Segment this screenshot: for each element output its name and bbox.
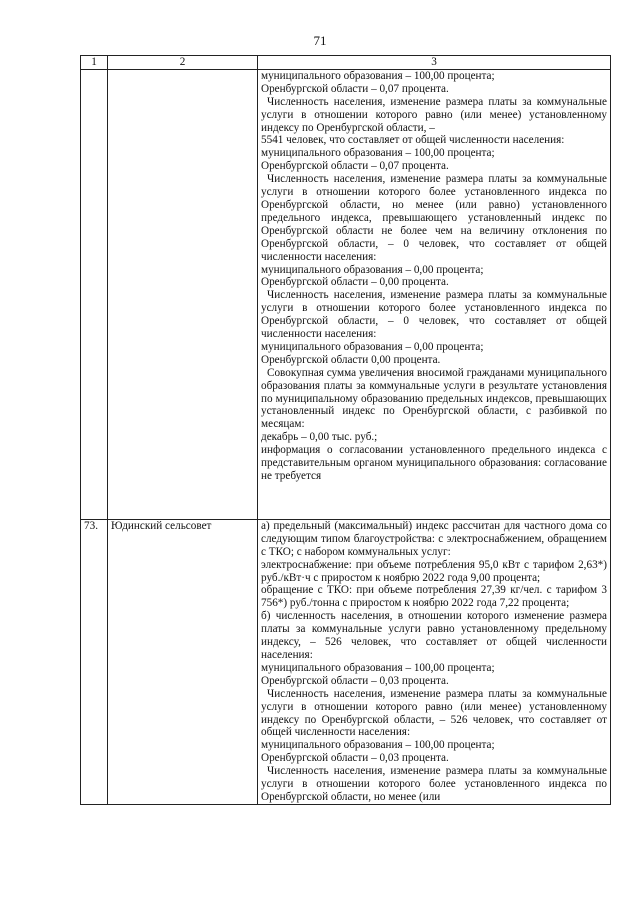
municipality-name-cell: Юдинский сельсовет bbox=[108, 519, 258, 804]
paragraph: Оренбургской области – 0,07 процента. bbox=[261, 160, 449, 173]
paragraph: Численность населения, изменение размера платы за коммунальные услуги в отношении которого равно (или менее) установленному индексу по Оренбургской области, – 526 человек, что составляет от общей численности населения: bbox=[261, 687, 607, 739]
header-cell-1: 1 bbox=[81, 56, 108, 70]
table-row bbox=[81, 519, 611, 804]
paragraph: Оренбургской области – 0,07 процента. bbox=[261, 82, 449, 95]
details-cell bbox=[258, 519, 611, 804]
municipality-name-cell bbox=[108, 69, 258, 519]
paragraph: декабрь – 0,00 тыс. руб.; bbox=[261, 431, 378, 444]
paragraph: муниципального образования – 100,00 процента; bbox=[261, 147, 495, 160]
paragraph: электроснабжение: при объеме потребления 95,0 кВт с тарифом 2,63*) руб./кВт·ч с приростом к ноябрю 2022 года 9,00 процента; bbox=[261, 558, 607, 584]
paragraph: муниципального образования – 100,00 процента; bbox=[261, 69, 495, 82]
paragraph: Оренбургской области 0,00 процента. bbox=[261, 353, 441, 366]
paragraph: Оренбургской области – 0,03 процента. bbox=[261, 752, 449, 765]
paragraph: обращение с ТКО: при объеме потребления 27,39 кг/чел. с тарифом 3 756*) руб./тонна с приростом к ноябрю 2022 года 7,22 процента; bbox=[261, 584, 607, 610]
paragraph: Численность населения, изменение размера платы за коммунальные услуги в отношении которого равно (или менее) установленному индексу по Оренбургской области, – bbox=[261, 95, 607, 134]
table-header-row bbox=[81, 56, 611, 70]
table-row bbox=[81, 69, 611, 519]
paragraph: Численность населения, изменение размера платы за коммунальные услуги в отношении которого более установленного индекса по Оренбургской области, но менее (или bbox=[261, 765, 607, 803]
paragraph: Оренбургской области – 0,03 процента. bbox=[261, 674, 449, 687]
paragraph: информация о согласовании установленного предельного индекса с представительным органом муниципального образования: согласование не требуется bbox=[261, 444, 607, 482]
paragraph: Численность населения, изменение размера платы за коммунальные услуги в отношении которого более установленного индекса по Оренбургской области, – 0 человек, что составляет от общей численности населения: bbox=[261, 289, 607, 341]
row-number-cell: 73. bbox=[81, 519, 108, 804]
paragraph: муниципального образования – 100,00 процента; bbox=[261, 739, 495, 752]
page-number: 71 bbox=[313, 33, 327, 48]
document-table bbox=[80, 55, 611, 805]
header-cell-2: 2 bbox=[108, 56, 258, 70]
paragraph: муниципального образования – 100,00 процента; bbox=[261, 661, 495, 674]
paragraph: 5541 человек, что составляет от общей численности населения: bbox=[261, 134, 565, 147]
paragraph: Совокупная сумма увеличения вносимой гражданами муниципального образования платы за коммунальные услуги в результате установления по муниципальному образованию предельных индексов, превышающих установленный индекс по Оренбургской области, с разбивкой по месяцам: bbox=[261, 366, 607, 431]
details-cell bbox=[258, 69, 611, 519]
paragraph: б) численность населения, в отношении которого изменение размера платы за коммунальные услуги равно установленному предельному индексу, – 526 человек, что составляет от общей численности населения: bbox=[261, 610, 607, 661]
paragraph: муниципального образования – 0,00 процента; bbox=[261, 263, 484, 276]
paragraph: муниципального образования – 0,00 процента; bbox=[261, 340, 484, 353]
paragraph: Оренбургской области – 0,00 процента. bbox=[261, 276, 449, 289]
header-cell-3: 3 bbox=[258, 56, 611, 70]
paragraph: а) предельный (максимальный) индекс рассчитан для частного дома со следующим типом благоустройства: с электроснабжением, обращением с ТКО; с набором коммунальных услуг: bbox=[261, 519, 607, 558]
row-number-cell bbox=[81, 69, 108, 519]
paragraph: Численность населения, изменение размера платы за коммунальные услуги в отношении которого более установленного индекса по Оренбургской области, но менее (или равно) установленного предельного индекса, превышающего установленный индекс по Оренбургской области не более чем на величину отклонения по Оренбургской области, – 0 человек, что составляет от общей численности населения: bbox=[261, 173, 607, 263]
